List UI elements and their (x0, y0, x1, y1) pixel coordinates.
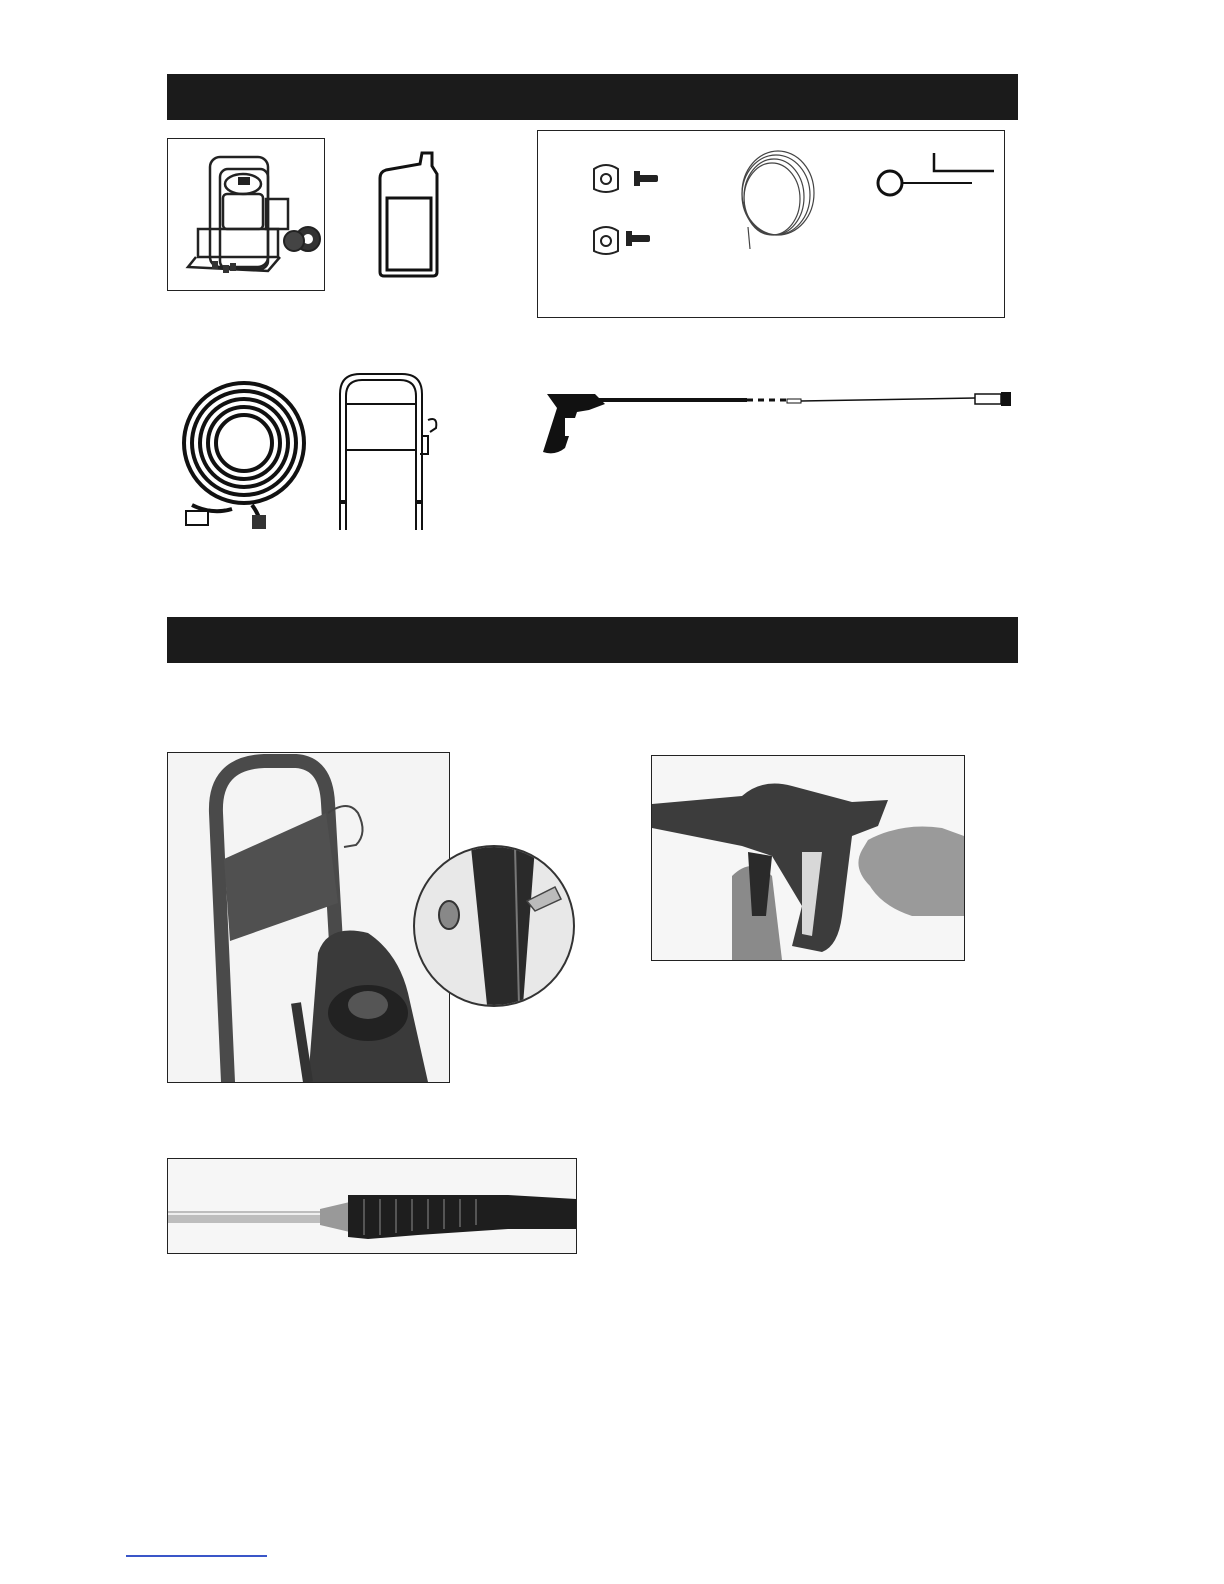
handle-installation-photo (167, 752, 450, 1083)
handle-icon (332, 370, 444, 535)
handle-bolt-detail-inset (413, 845, 575, 1007)
spray-gun-and-wand-icon (535, 388, 1025, 458)
spray-gun-trigger-photo (651, 755, 965, 961)
footnote-rule (126, 1555, 267, 1557)
oil-bottle-icon (378, 150, 440, 278)
high-pressure-hose-icon (172, 375, 322, 535)
wand-connection-photo (167, 1158, 577, 1254)
small-parts-box (537, 130, 1005, 318)
parts-section-header (167, 74, 1018, 120)
knobs-and-bolts-icon (538, 131, 1004, 317)
assembly-section-header (167, 617, 1018, 663)
pressure-washer-unit-icon (167, 138, 325, 291)
